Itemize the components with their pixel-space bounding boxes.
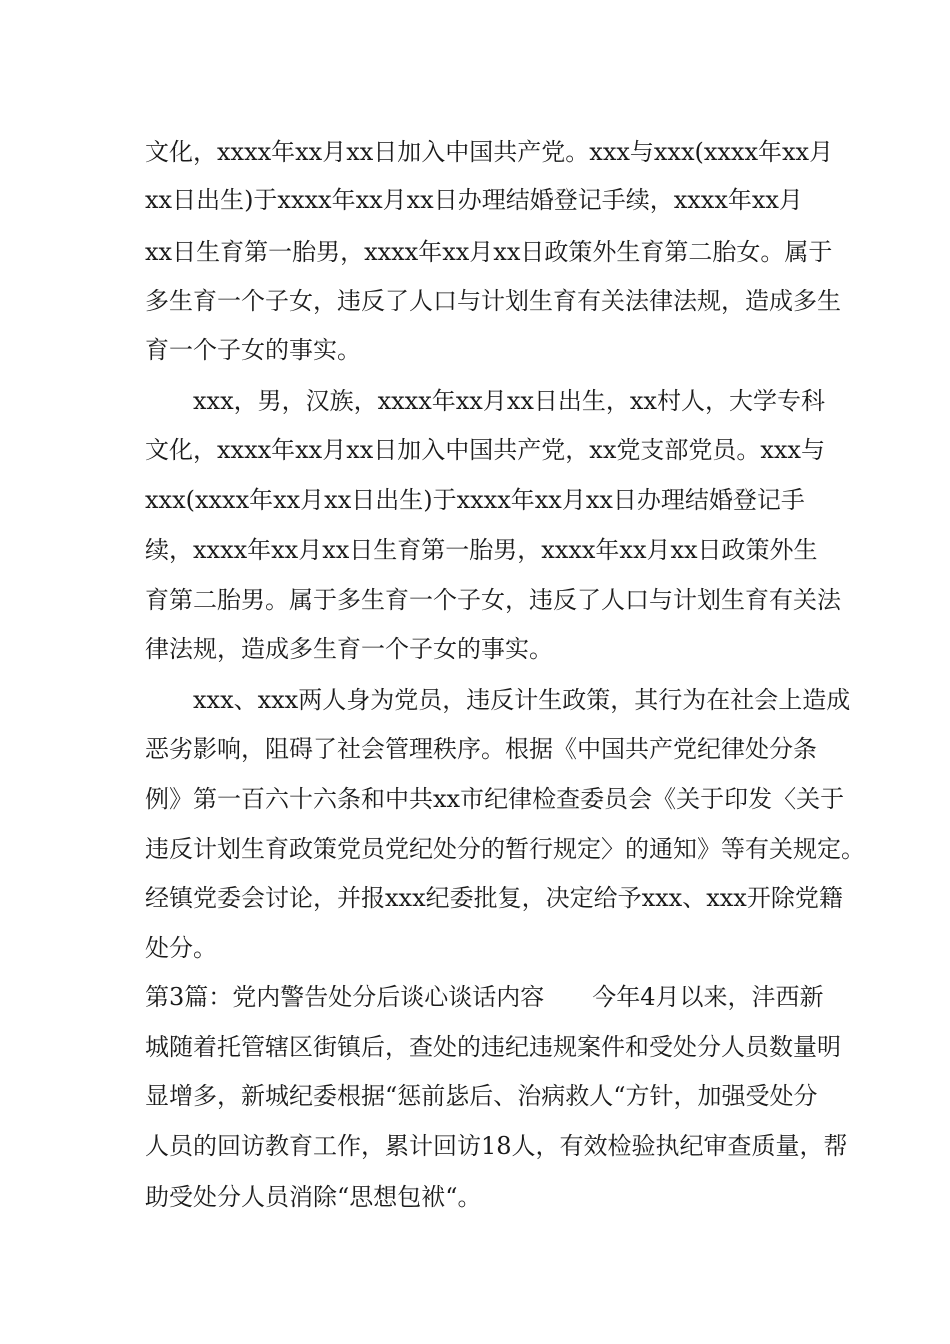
- text-line: 文化，xxxx年xx月xx日加入中国共产党，xx党支部党员。xxx与: [145, 436, 825, 464]
- text-line: 违反计划生育政策党员党纪处分的暂行规定〉的通知》等有关规定。: [145, 835, 865, 863]
- text-line: 育第二胎男。属于多生育一个子女，违反了人口与计划生育有关法: [145, 586, 841, 614]
- text-line: 处分。: [145, 934, 217, 962]
- text-line: 经镇党委会讨论，并报xxx纪委批复，决定给予xxx、xxx开除党籍: [145, 884, 843, 912]
- text-line: 育一个子女的事实。: [145, 336, 361, 364]
- text-line: xxx，男，汉族，xxxx年xx月xx日出生，xx村人，大学专科: [193, 387, 825, 415]
- text-line: 人员的回访教育工作，累计回访18人，有效检验执纪审查质量，帮: [145, 1132, 848, 1160]
- text-line: 城随着托管辖区街镇后，查处的违纪违规案件和受处分人员数量明: [145, 1033, 841, 1061]
- text-line: xxx、xxx两人身为党员，违反计生政策，其行为在社会上造成: [193, 686, 851, 714]
- text-line: 显增多，新城纪委根据“惩前毖后、治病救人“方针，加强受处分: [145, 1082, 818, 1110]
- text-line: 助受处分人员消除“思想包袱“。: [145, 1183, 482, 1211]
- text-line: 例》第一百六十六条和中共xx市纪律检查委员会《关于印发〈关于: [145, 785, 845, 813]
- text-line: xx日生育第一胎男，xxxx年xx月xx日政策外生育第二胎女。属于: [145, 238, 833, 266]
- text-line: 文化，xxxx年xx月xx日加入中国共产党。xxx与xxx(xxxx年xx月: [145, 138, 834, 166]
- text-line: 续，xxxx年xx月xx日生育第一胎男，xxxx年xx月xx日政策外生: [145, 536, 818, 564]
- text-line: xx日出生)于xxxx年xx月xx日办理结婚登记手续，xxxx年xx月: [145, 186, 803, 214]
- text-line: 律法规，造成多生育一个子女的事实。: [145, 635, 553, 663]
- text-line: xxx(xxxx年xx月xx日出生)于xxxx年xx月xx日办理结婚登记手: [145, 486, 805, 514]
- text-line: 多生育一个子女，违反了人口与计划生育有关法律法规，造成多生: [145, 287, 841, 315]
- section-heading-line: 第3篇：党内警告处分后谈心谈话内容 今年4月以来，沣西新: [145, 983, 824, 1011]
- text-line: 恶劣影响，阻碍了社会管理秩序。根据《中国共产党纪律处分条: [145, 735, 817, 763]
